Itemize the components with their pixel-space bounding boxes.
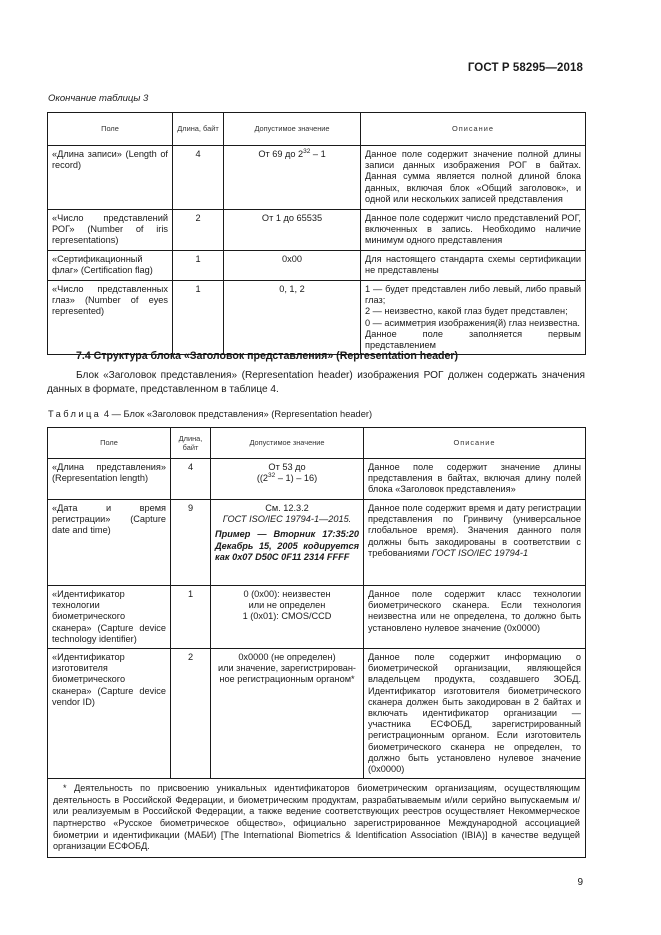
value-cell: От 69 до $2^{32} - 1$ xyxy=(224,146,361,210)
footnote-text: * Деятельность по присвоению уникальных идентификаторов биометрическим организациям, осуществляющим деятельность в Российской Федерации, и биометрическим продуктам, разрабатываемым и/или серийно выпускаемым и/или реализуемым в Российской Федерации, а также ведение соответствующих реестров осуществляет Некоммерческое партнерство «Русское биометрическое общество», официально зарегистрированное Международной ассоциацией биометрии и идентификации (МАБИ) [The International Biometrics & Identification Association (IBIA)] в качестве ведущей организации ЕСФОБД. xyxy=(53,783,580,852)
table4-col-description: Описание xyxy=(364,428,586,459)
table4-col-length: Длина, байт xyxy=(171,428,211,459)
table3-header-row xyxy=(48,113,586,146)
table4-caption-text: 4 — Блок «Заголовок представления» (Representation header) xyxy=(101,409,373,419)
section-title: 7.4 Структура блока «Заголовок представления» (Representation header) xyxy=(76,350,459,362)
table-row xyxy=(48,500,586,586)
field-cell: «Число представленных глаз» (Number of eyes represented) xyxy=(48,281,173,355)
description-cell: Данное поле содержит класс технологии биометрического сканера. Если технология неизвестна или не определена, то должно быть установлено нулевое значение (0x0000) xyxy=(364,586,586,649)
table4-caption xyxy=(48,409,372,419)
value-cell xyxy=(211,586,364,649)
description-cell xyxy=(361,281,586,355)
length-cell: 2 xyxy=(171,649,211,779)
value-cell: 0, 1, 2 xyxy=(224,281,361,355)
table3-col-description: Описание xyxy=(361,113,586,146)
value-cell: От 1 до 65535 xyxy=(224,210,361,251)
description-cell: Для настоящего стандарта схемы сертификации не представлены xyxy=(361,251,586,281)
value-cell xyxy=(211,500,364,586)
field-cell: «Сертификационный флаг» (Certification flag) xyxy=(48,251,173,281)
table4-footnote-row xyxy=(48,779,586,858)
description-cell: Данное поле содержит информацию о биометрической организации, являющейся владельцем продукта, создавшего ЗОБД. Идентификатор изготовителя биометрического сканера должен быть закодирован в 2 байтах и включать идентификатор организации — участника ЕСФОБД, зарегистрированный регистрационным органом. Если изготовитель биометрического сканера не определен, то должно быть установлено нулевое значение (0x0000) xyxy=(364,649,586,779)
description-cell: Данное поле содержит время и дату регистрации представления по Гринвичу (универсальное глобальное время). Значения данного поля должны быть закодированы в соответствии с требованиями ГОСТ ISO/IEC 19794-1 xyxy=(364,500,586,586)
footnote-cell xyxy=(48,779,586,858)
value-line: или не определен xyxy=(248,600,326,611)
section-paragraph: Блок «Заголовок представления» (Representation header) изображения РОГ должен содержать значения данных в формате, представленном в таблице 4. xyxy=(47,370,585,395)
document-header: ГОСТ Р 58295—2018 xyxy=(467,62,583,74)
table-row xyxy=(48,251,586,281)
length-cell: 2 xyxy=(173,210,224,251)
description-line: 2 — неизвестно, какой глаз будет представлен; xyxy=(365,306,568,317)
table-row xyxy=(48,649,586,779)
value-line: 0 (0x00): неизвестен xyxy=(243,589,331,599)
description-line: Данное поле заполняется первым представлением xyxy=(365,328,581,351)
description-cell: Данное поле содержит значение длины представления в байтах, включая длину полей блока «Заголовок представления» xyxy=(364,459,586,500)
table4 xyxy=(47,427,586,858)
value-cell xyxy=(211,649,364,779)
length-cell: 1 xyxy=(173,251,224,281)
description-cell: Данное поле содержит значение полной длины записи данных изображения РОГ в байтах. Данная сумма является полной длиной блока данных, включая блок «Общий заголовок», и одной или нескольких записей представления xyxy=(361,146,586,210)
length-cell: 1 xyxy=(173,281,224,355)
field-cell: «Дата и время регистрации» (Capture date and time) xyxy=(48,500,171,586)
field-cell: «Идентификатор технологии биометрического сканера» (Capture device technology identifier) xyxy=(48,586,171,649)
value-cell: 0x00 xyxy=(224,251,361,281)
description-line: 0 — асимметрия изображения(й) глаз неизвестна. xyxy=(365,317,580,328)
value-ref: ГОСТ ISO/IEC 19794-1—2015. xyxy=(222,514,352,525)
field-cell: «Длина записи» (Length of record) xyxy=(48,146,173,210)
length-cell: 4 xyxy=(173,146,224,210)
table4-header-row xyxy=(48,428,586,459)
value-line: От 53 до xyxy=(268,462,306,472)
description-cell: Данное поле содержит число представлений РОГ, включенных в запись. Необходимо наличие минимум одного представления xyxy=(361,210,586,251)
description-line: 1 — будет представлен либо левый, либо правый глаз; xyxy=(365,284,581,306)
value-cell xyxy=(211,459,364,500)
table3-caption: Окончание таблицы 3 xyxy=(48,93,149,104)
table-row xyxy=(48,586,586,649)
value-line: 0x0000 (не определен) xyxy=(238,652,336,663)
value-line: $((2^{32} - 1) - 16)$ xyxy=(256,472,318,484)
length-cell: 9 xyxy=(171,500,211,586)
table4-caption-label: Таблица xyxy=(48,409,102,419)
field-cell: «Число представлений РОГ» (Number of iris representations) xyxy=(48,210,173,251)
value-ref: См. 12.3.2 xyxy=(265,503,309,513)
table3-col-field: Поле xyxy=(48,113,173,146)
table-row xyxy=(48,146,586,210)
page-number: 9 xyxy=(577,877,583,888)
value-line: ное регистрационным органом* xyxy=(219,674,355,685)
field-cell: «Длина представления» (Representation length) xyxy=(48,459,171,500)
table-row xyxy=(48,210,586,251)
table3 xyxy=(47,112,586,355)
value-example: Пример — Вторник 17:35:20 Декабрь 15, 2005 кодируется как 0x07 D50C 0F11 2314 FFFF xyxy=(215,529,359,562)
table4-col-value: Допустимое значение xyxy=(211,428,364,459)
table-row xyxy=(48,459,586,500)
length-cell: 4 xyxy=(171,459,211,500)
table4-col-field: Поле xyxy=(48,428,171,459)
table3-col-value: Допустимое значение xyxy=(224,113,361,146)
field-cell: «Идентификатор изготовителя биометрического сканера» (Capture device vendor ID) xyxy=(48,649,171,779)
value-line: 1 (0x01): CMOS/CCD xyxy=(242,611,332,622)
table-row xyxy=(48,281,586,355)
value-line: или значение, зарегистрирован- xyxy=(218,663,356,674)
length-cell: 1 xyxy=(171,586,211,649)
table3-col-length: Длина, байт xyxy=(173,113,224,146)
